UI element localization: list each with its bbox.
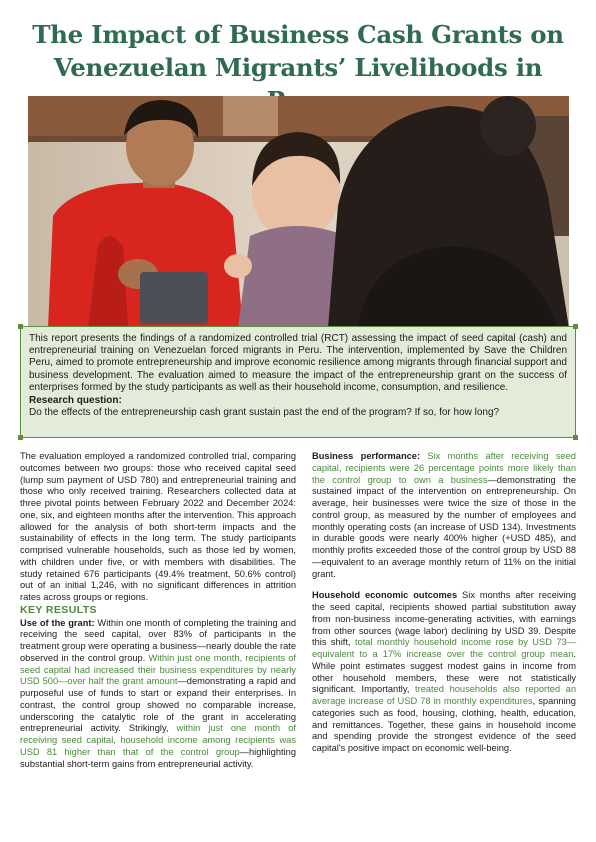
photo-illustration — [28, 96, 569, 328]
corner-marker — [18, 324, 23, 329]
corner-marker — [573, 435, 578, 440]
text-span: , spanning categories such as food, housing, clothing, health, education, and remittances. Together, these gains in household income and spending provide the strongest evidence of the seed capital's positive impact on economic well-being. — [312, 696, 576, 753]
highlight-span: within just one month of receiving seed capital, household income among recipients was USD 81 higher than that of the control group — [20, 723, 297, 757]
text-span: Six months after receiving the seed capital, recipients showed partial substitution away from non-business income-generating activities, with earnings from other sources (wage labor) declining by USD 39. Despite this shift, — [312, 590, 576, 648]
corner-marker — [18, 435, 23, 440]
highlight-span: Six months after receiving seed capital, recipients were 26 percentage points more likely than the control group to own a business — [312, 451, 576, 485]
household-outcomes-paragraph — [312, 590, 576, 755]
research-question-label: Research question: — [29, 395, 122, 407]
business-performance-paragraph — [312, 451, 576, 580]
business-performance-label: Business performance: — [312, 451, 421, 461]
text-span: —demonstrating the sustained impact of the intervention on entrepreneurship. On average, heir businesses were twice the size of those in the control group, as measured by the number of employees and monthly operating costs (an increase of USD 134). Investments in durable goods were nearly 400% higher (+USD 485), and monthly profits exceeded those of the control group by USD 88—equivalent to an average monthly return of 11% on the initial grant. — [312, 474, 577, 579]
corner-marker — [573, 324, 578, 329]
summary-text: This report presents the findings of a randomized controlled trial (RCT) assessing the impact of seed capital (cash) and entrepreneurial training on Venezuelan forced migrants in Peru. The intervention, implemented by Save the Children Peru, aimed to promote entrepreneurship and improve economic resilience among migrants through financial support and business development. The evaluation aimed to measure the impact of the entrepreneurship grant on the success of enterprises formed by the study participants as well as their household income, consumption, and resilience. — [29, 333, 567, 393]
text-span: —highlighting substantial short-term gains from entrepreneurial activity. — [20, 746, 296, 769]
text-span: . While point estimates suggest modest gains in income from other household members, these were not statistically significant. Importantly, — [312, 649, 576, 695]
summary-box — [20, 326, 576, 438]
key-results-heading: KEY RESULTS — [20, 603, 97, 616]
household-outcomes-label: Household economic outcomes — [312, 590, 458, 601]
right-column — [312, 451, 576, 755]
highlight-span: total monthly household income rose by USD 73—equivalent to a 17% increase over the control group mean — [312, 637, 576, 659]
left-column — [20, 451, 296, 770]
text-span: —demonstrating a rapid and purposeful use of funds to start or expand their enterprises. In contrast, the control group showed no comparable increase, underscoring the catalytic role of the grant in accelerating entrepreneurial activity. Strikingly, — [20, 676, 296, 734]
use-of-grant-paragraph — [20, 618, 296, 771]
page-title: The Impact of Business Cash Grants on Venezuelan Migrants’ Livelihoods in — [32, 20, 564, 82]
research-question: Do the effects of the entrepreneurship cash grant sustain past the end of the program? If so, for how long? — [29, 407, 500, 419]
highlight-span: Within just one month, recipients of seed capital had increased their business expenditures by nearly USD 500—over half the grant amount — [20, 652, 296, 687]
use-of-grant-label: Use of the grant: — [20, 617, 95, 628]
methodology-paragraph: The evaluation employed a randomized controlled trial, comparing outcomes between two groups: those who received capital seed (lump sum payment of USD 780) and entrepreneurial training and those who only received training. Researchers collected data at three pivotal points between February 2022 and December 2024: one, six, and eighteen months after the intervention. This approach allowed for the analysis of both short-term impacts and the sustainability of effects in the long term. The study participants comprised vulnerable households, such as those led by women, with children under five, or with members with disabilities. The study retained 676 participants (49.4% treatment, 50.6% control) out of an initial 1,246, with no significant differences in attrition rates across groups or regions. — [20, 451, 296, 602]
cover-photo — [28, 96, 569, 328]
highlight-span: treated households also reported an average increase of USD 78 in monthly expenditures — [312, 684, 577, 706]
text-span: Within one month of completing the training and receiving the seed capital, over 83% of participants in the treatment group were operating a business—nearly double the rate observed in the control group. — [20, 617, 296, 663]
